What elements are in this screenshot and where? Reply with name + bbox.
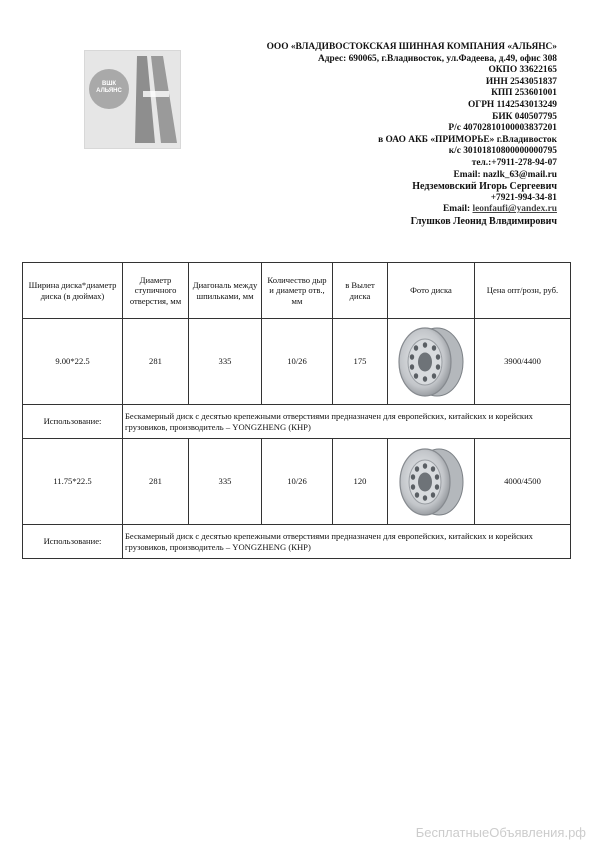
table-row: [23, 525, 571, 559]
cell-holes: 10/26: [262, 439, 333, 525]
cell-holes: 10/26: [262, 319, 333, 405]
email-1: Email: nazlk_63@mail.ru: [453, 169, 557, 180]
header-size: Ширина диска*диаметр диска (в дюймах): [23, 263, 123, 319]
cell-price: 3900/4400: [475, 319, 571, 405]
usage-description: Бескамерный диск с десятью крепежными отверстиями предназначен для европейских, китайских и корейских грузовиков, производитель – YONGZHENG (КНР): [123, 405, 571, 439]
email-2-link[interactable]: leonfaufi@yandex.ru: [472, 204, 557, 215]
cell-photo: [388, 319, 475, 405]
usage-label: Использование:: [23, 405, 123, 439]
company-name: ООО «ВЛАДИВОСТОКСКАЯ ШИННАЯ КОМПАНИЯ «АЛЬЯНС»: [266, 42, 557, 52]
table-row: [23, 405, 571, 439]
kpp-code: КПП 253601001: [491, 88, 557, 99]
correspondent-account: к/с 30101810800000000795: [448, 146, 557, 157]
company-address: Адрес: 690065, г.Владивосток, ул.Фадеева, д.49, офис 308: [317, 53, 557, 64]
ogrn-code: ОГРН 1142543013249: [467, 99, 557, 110]
phone-2: +7921-994-34-81: [490, 192, 557, 203]
wheel-photo-icon: [393, 324, 469, 400]
header-offset: в Вылет диска: [333, 263, 388, 319]
bank-name: в ОАО АКБ «ПРИМОРЬЕ» г.Владивосток: [378, 134, 557, 145]
letterhead: [267, 42, 557, 228]
email-2-label: Email:: [443, 204, 473, 215]
cell-hub-diameter: 281: [123, 319, 189, 405]
cell-price: 4000/4500: [475, 439, 571, 525]
header-photo: Фото диска: [388, 263, 475, 319]
table-row: [23, 439, 571, 525]
header-stud-diagonal: Диагональ между шпильками, мм: [189, 263, 262, 319]
cell-size: 9.00*22.5: [23, 319, 123, 405]
company-logo: [84, 50, 181, 149]
wheel-photo-icon: [393, 444, 469, 520]
site-watermark: БесплатныеОбъявления.рф: [415, 825, 586, 840]
phone-1: тел.:+7911-278-94-07: [471, 157, 557, 168]
cell-photo: [388, 439, 475, 525]
cell-size: 11.75*22.5: [23, 439, 123, 525]
cell-stud-diagonal: 335: [189, 319, 262, 405]
wheel-spec-table: [22, 262, 571, 559]
inn-code: ИНН 2543051837: [485, 76, 557, 87]
cell-stud-diagonal: 335: [189, 439, 262, 525]
road-logo-icon: [85, 51, 180, 148]
usage-label: Использование:: [23, 525, 123, 559]
contact-person-1: Недземовский Игорь Сергеевич: [412, 181, 557, 193]
header-price: Цена опт/розн, руб.: [475, 263, 571, 319]
table-header-row: [23, 263, 571, 319]
logo-text: ВШК АЛЬЯНС: [96, 81, 122, 94]
table-row: [23, 319, 571, 405]
cell-hub-diameter: 281: [123, 439, 189, 525]
contact-person-2: Глушков Леонид Влвдимирович: [410, 215, 557, 227]
header-hub-diameter: Диаметр ступичного отверстия, мм: [123, 263, 189, 319]
bik-code: БИК 040507795: [492, 111, 557, 122]
usage-description: Бескамерный диск с десятью крепежными отверстиями предназначен для европейских, китайских и корейских грузовиков, производитель – YONGZHENG (КНР): [123, 525, 571, 559]
cell-offset: 120: [333, 439, 388, 525]
bank-account: Р/с 40702810100003837201: [448, 123, 557, 134]
okpo-code: ОКПО 33622165: [488, 65, 557, 76]
header-holes: Количество дыр и диаметр отв., мм: [262, 263, 333, 319]
cell-offset: 175: [333, 319, 388, 405]
email-2: [267, 204, 557, 216]
